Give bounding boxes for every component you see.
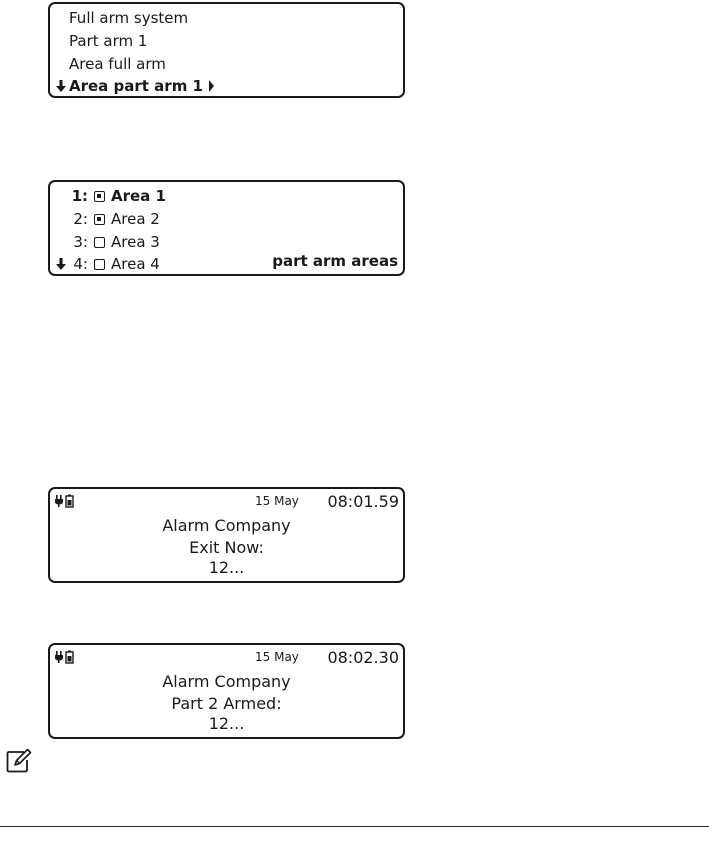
status-icons	[55, 494, 75, 508]
area-row-3[interactable]	[58, 233, 160, 251]
menu-item-label: Area part arm 1	[69, 77, 203, 95]
note-pencil-icon	[6, 748, 32, 774]
menu-item-part-arm-1[interactable]: Part arm 1	[69, 32, 148, 50]
menu-item-full-arm-system[interactable]: Full arm system	[69, 9, 189, 27]
status-message: Exit Now:	[189, 538, 264, 557]
menu-display	[48, 2, 405, 98]
area-row-2[interactable]	[58, 210, 160, 228]
company-name: Alarm Company	[162, 516, 291, 535]
mode-label: part arm areas	[272, 252, 398, 270]
page-divider	[0, 826, 709, 827]
armed-status-display	[48, 643, 405, 739]
unchecked-box-icon[interactable]	[94, 237, 105, 248]
area-row-1[interactable]	[58, 187, 166, 205]
area-name: Area 4	[111, 255, 160, 273]
area-number: 2:	[73, 210, 88, 228]
battery-icon	[66, 651, 73, 664]
checked-box-icon[interactable]	[94, 214, 105, 225]
armed-areas: 12...	[208, 714, 245, 733]
area-selection-display	[48, 180, 405, 276]
down-arrow-icon	[55, 79, 67, 93]
date-display: 15 May	[255, 494, 299, 508]
status-icons	[55, 650, 75, 664]
area-name: Area 3	[111, 233, 160, 251]
exit-status-display	[48, 487, 405, 583]
power-plug-icon	[55, 495, 63, 507]
checked-box-icon[interactable]	[94, 191, 105, 202]
area-number: 1:	[71, 187, 88, 205]
unchecked-box-icon[interactable]	[94, 259, 105, 270]
area-name: Area 2	[111, 210, 160, 228]
time-display: 08:01.59	[327, 492, 399, 511]
power-plug-icon	[55, 651, 63, 663]
area-row-4[interactable]	[58, 255, 160, 273]
menu-item-area-full-arm[interactable]: Area full arm	[69, 55, 166, 73]
down-arrow-icon	[55, 257, 67, 271]
company-name: Alarm Company	[162, 672, 291, 691]
area-number: 3:	[73, 233, 88, 251]
status-message: Part 2 Armed:	[171, 694, 282, 713]
time-display: 08:02.30	[327, 648, 399, 667]
area-name: Area 1	[111, 187, 166, 205]
right-triangle-icon	[209, 80, 214, 92]
battery-icon	[66, 495, 73, 508]
area-number: 4:	[73, 255, 88, 273]
menu-item-area-part-arm-1[interactable]	[69, 77, 214, 95]
date-display: 15 May	[255, 650, 299, 664]
armed-areas: 12...	[208, 558, 245, 577]
